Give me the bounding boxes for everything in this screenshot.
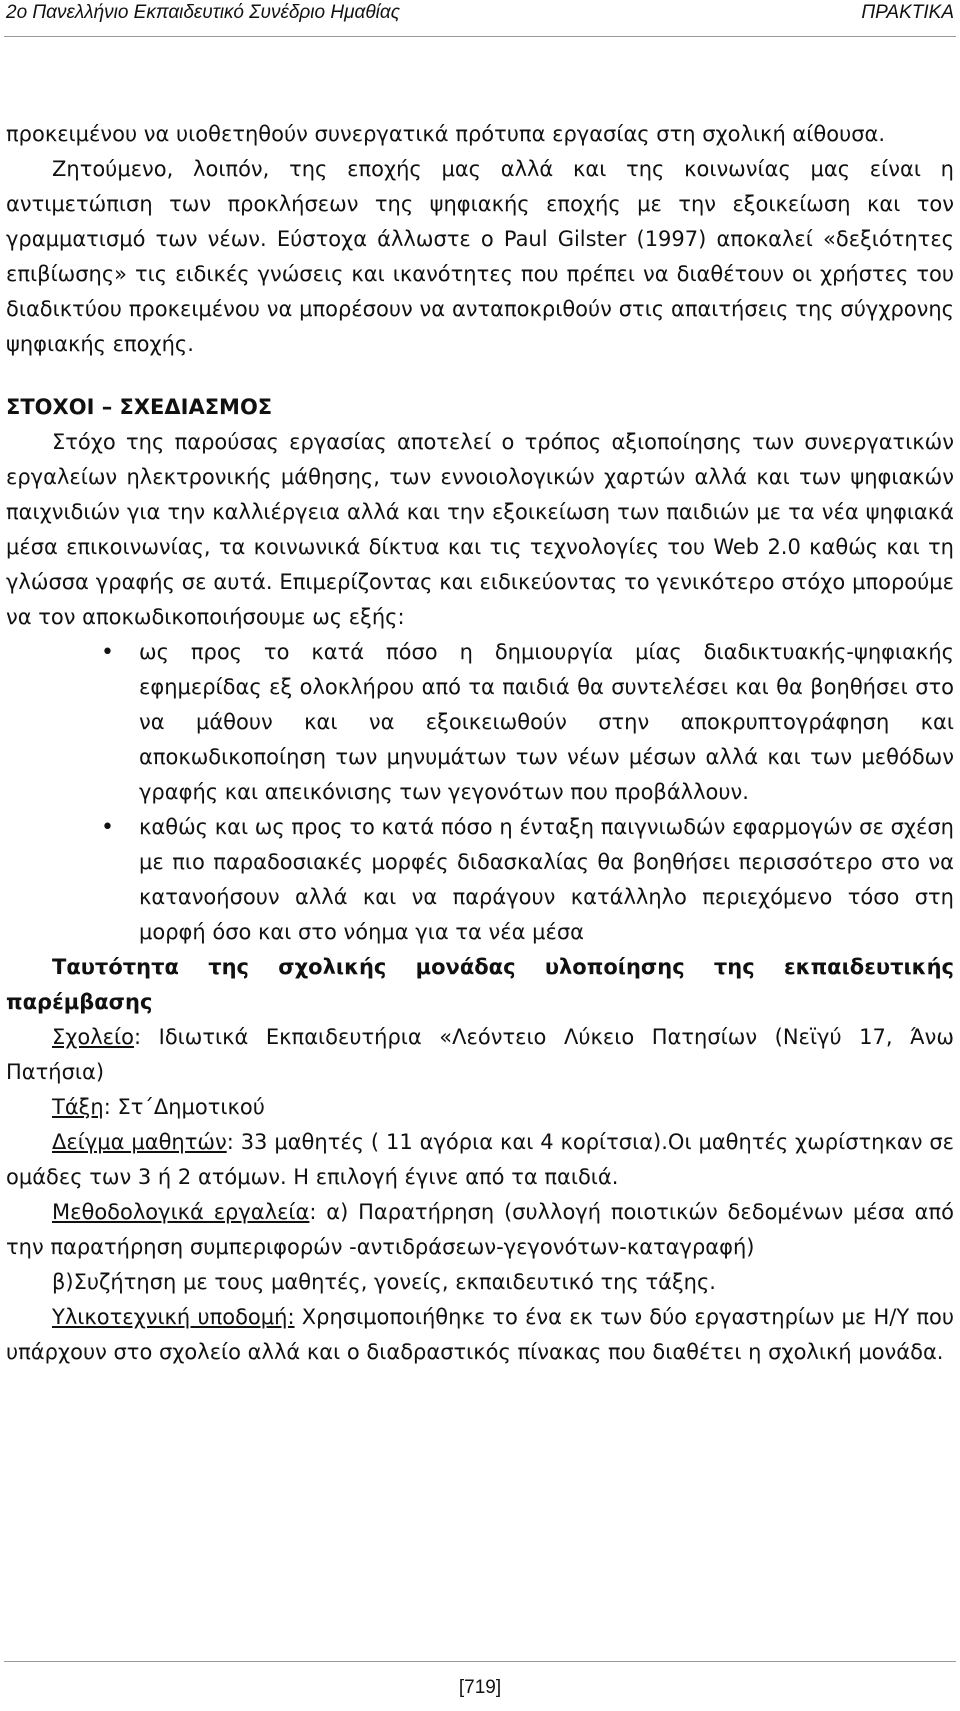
infrastructure-value: Χρησιμοποιήθηκε το ένα εκ των δύο εργαστηρίων με Η/Υ που υπάρχουν στο σχολείο αλλά και ο διαδραστικός πίνακας που διαθέτει η σχολική μονάδα. [6, 1305, 954, 1364]
school-label: Σχολείο [52, 1025, 134, 1049]
school-line [6, 1020, 954, 1090]
page-header [0, 0, 960, 30]
infrastructure-line [6, 1300, 954, 1370]
conference-title: 2ο Πανελλήνιο Εκπαιδευτικό Συνέδριο Ημαθίας [6, 2, 400, 23]
tools-b-line: β)Συζήτηση με τους μαθητές, γονείς, εκπαιδευτικό της τάξης. [52, 1270, 716, 1294]
class-label: Τάξη [52, 1095, 104, 1119]
list-item [101, 635, 954, 810]
section-label: ΠΡΑΚΤΙΚΑ [861, 2, 954, 23]
footer-rule [4, 1661, 956, 1662]
infrastructure-label: Υλικοτεχνική υποδομή: [52, 1305, 295, 1329]
page-body [6, 117, 954, 1370]
paragraph-goals: Στόχο της παρούσας εργασίας αποτελεί ο τρόπος αξιοποίησης των συνεργατικών εργαλείων ηλεκτρονικής μάθησης, των εννοιολογικών χαρτών αλλά και των ψηφιακών παιχνιδιών για την καλλιέργεια αλλά και την εξοικείωση των παιδιών με τα νέα ψηφιακά μέσα επικοινωνίας, τα κοινωνικά δίκτυα και τις τεχνολογίες του Web 2.0 καθώς και τη γλώσσα γραφής σε αυτά. Επιμερίζοντας και ειδικεύοντας το γενικότερο στόχο μπορούμε να τον αποκωδικοποιήσουμε ως εξής: [6, 430, 954, 629]
list-item-text: καθώς και ως προς το κατά πόσο η ένταξη παιγνιωδών εφαρμογών σε σχέση με πιο παραδοσιακές μορφές διδασκαλίας θα βοηθήσει περισσότερο στο να κατανοήσουν αλλά και να παράγουν κατάλληλο περιεχόμενο τόσο στη μορφή όσο και στο νόημα για τα νέα μέσα [139, 815, 954, 944]
bullet-icon: • [101, 815, 114, 840]
class-value: : Στ΄Δημοτικού [103, 1095, 265, 1119]
school-value: : Ιδιωτικά Εκπαιδευτήρια «Λεόντειο Λύκειο Πατησίων (Νεϊγύ 17, Άνω Πατήσια) [6, 1025, 954, 1084]
goals-list [6, 635, 954, 950]
list-item [101, 810, 954, 950]
paragraph-continuation: προκειμένου να υιοθετηθούν συνεργατικά πρότυπα εργασίας στη σχολική αίθουσα. [6, 122, 886, 146]
section-heading: ΣΤΟΧΟΙ – ΣΧΕΔΙΑΣΜΟΣ [6, 395, 273, 419]
sample-value: : 33 μαθητές ( 11 αγόρια και 4 κορίτσια).Οι μαθητές χωρίστηκαν σε ομάδες των 3 ή 2 ατόμων. Η επιλογή έγινε από τα παιδιά. [6, 1130, 954, 1189]
sample-line [6, 1125, 954, 1195]
paragraph-digital-era: Ζητούμενο, λοιπόν, της εποχής μας αλλά και της κοινωνίας μας είναι η αντιμετώπιση των προκλήσεων της ψηφιακής εποχής με την εξοικείωση και τον γραμματισμό των νέων. Εύστοχα άλλωστε ο Paul Gilster (1997) αποκαλεί «δεξιότητες επιβίωσης» τις ειδικές γνώσεις και ικανότητες που πρέπει να διαθέτουν οι χρήστες του διαδικτύου προκειμένου να μπορέσουν να ανταποκριθούν στις απαιτήσεις της σύγχρονης ψηφιακής εποχής. [6, 157, 954, 356]
tools-line [6, 1195, 954, 1265]
identity-heading: Ταυτότητα της σχολικής μονάδας υλοποίησης της εκπαιδευτικής παρέμβασης [6, 955, 954, 1014]
list-item-text: ως προς το κατά πόσο η δημιουργία μίας διαδικτυακής-ψηφιακής εφημερίδας εξ ολοκλήρου από τα παιδιά θα συντελέσει και θα βοηθήσει στο να μάθουν και να εξοικειωθούν στην αποκρυπτογράφηση και αποκωδικοποίηση των μηνυμάτων των νέων μέσων αλλά και των μεθόδων γραφής και απεικόνισης των γεγονότων που προβάλλουν. [139, 640, 954, 804]
sample-label: Δείγμα μαθητών [52, 1130, 227, 1154]
header-rule [4, 36, 956, 37]
page-number: [719] [458, 1677, 502, 1698]
bullet-icon: • [101, 640, 114, 665]
class-line [6, 1090, 954, 1125]
tools-label: Μεθοδολογικά εργαλεία [52, 1200, 310, 1224]
tools-value: : α) Παρατήρηση (συλλογή ποιοτικών δεδομένων μέσα από την παρατήρηση συμπεριφορών -αντιδράσεων-γεγονότων-καταγραφή) [6, 1200, 954, 1259]
